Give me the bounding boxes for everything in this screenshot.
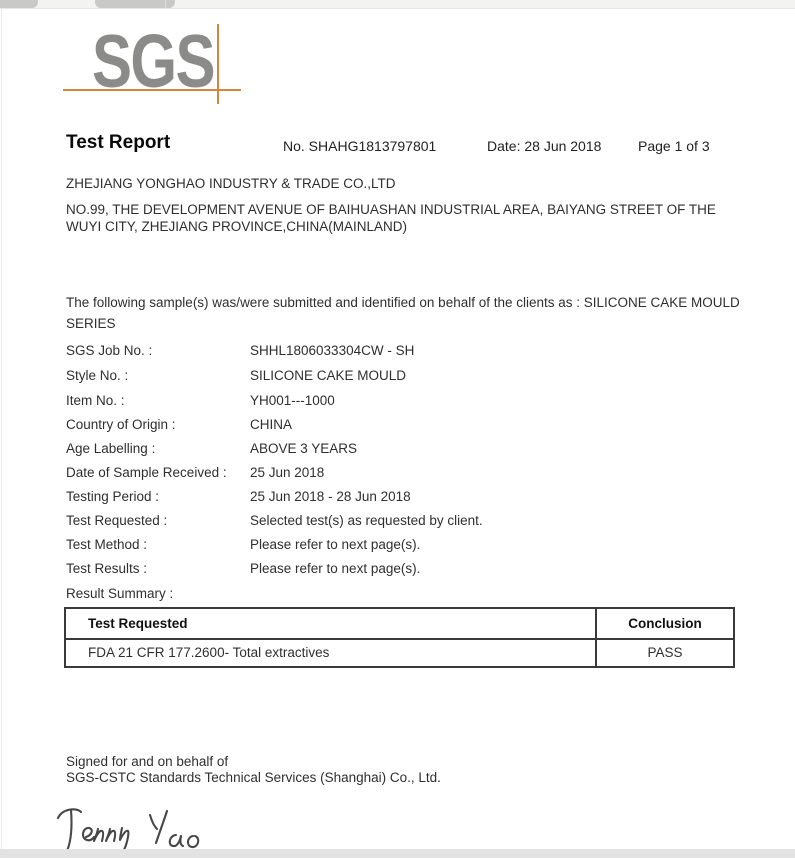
field-value-test-requested: Selected test(s) as requested by client. (250, 513, 483, 528)
field-label-age-labelling: Age Labelling : (66, 441, 156, 456)
result-summary-label: Result Summary : (66, 586, 174, 601)
field-value-sgs-job-no: SHHL1806033304CW - SH (250, 343, 415, 358)
signoff-line1: Signed for and on behalf of (66, 754, 229, 769)
field-label-test-requested: Test Requested : (66, 513, 168, 528)
table-cell-test-name: FDA 21 CFR 177.2600- Total extractives (66, 640, 597, 666)
field-value-age-labelling: ABOVE 3 YEARS (250, 441, 358, 456)
field-value-test-method: Please refer to next page(s). (250, 537, 421, 552)
tab-artifact-left (0, 0, 38, 8)
field-label-date-sample-received: Date of Sample Received : (66, 465, 227, 480)
field-label-item-no: Item No. : (66, 393, 125, 408)
sgs-logo: SGS (92, 19, 214, 103)
table-cell-conclusion: PASS (647, 645, 683, 660)
field-value-testing-period: 25 Jun 2018 - 28 Jun 2018 (250, 489, 411, 504)
top-artifact-strip (0, 0, 795, 9)
field-label-test-results: Test Results : (66, 561, 148, 576)
field-label-sgs-job-no: SGS Job No. : (66, 343, 153, 358)
client-name: ZHEJIANG YONGHAO INDUSTRY & TRADE CO.,LTD (66, 176, 396, 191)
field-value-item-no: YH001---1000 (250, 393, 335, 408)
field-label-country-of-origin: Country of Origin : (66, 417, 176, 432)
table-row (66, 640, 733, 666)
client-address-line1: NO.99, THE DEVELOPMENT AVENUE OF BAIHUASHAN INDUSTRIAL AREA, BAIYANG STREET OF THE (66, 202, 716, 217)
table-header-conclusion: Conclusion (628, 616, 702, 631)
field-value-date-sample-received: 25 Jun 2018 (250, 465, 325, 480)
tab-artifact-right (95, 0, 175, 8)
signoff-line2: SGS-CSTC Standards Technical Services (Shanghai) Co., Ltd. (66, 770, 441, 785)
field-label-test-method: Test Method : (66, 537, 148, 552)
sample-statement-line2: SERIES (66, 316, 116, 331)
field-value-style-no: SILICONE CAKE MOULD (250, 368, 407, 383)
page-indicator: Page 1 of 3 (638, 138, 710, 154)
logo-vertical-line (217, 24, 219, 104)
client-address-line2: WUYI CITY, ZHEJIANG PROVINCE,CHINA(MAINLAND) (66, 219, 408, 234)
sample-statement-line1: The following sample(s) was/were submitted and identified on behalf of the clients as : SILICONE CAKE MOULD (66, 295, 740, 310)
report-title: Test Report (66, 132, 171, 153)
report-date: Date: 28 Jun 2018 (487, 138, 602, 154)
strip-divider (165, 0, 166, 9)
table-header-test-requested: Test Requested (66, 609, 597, 638)
field-value-country-of-origin: CHINA (250, 417, 293, 432)
field-value-test-results: Please refer to next page(s). (250, 561, 421, 576)
bottom-artifact-strip (0, 849, 795, 858)
field-label-testing-period: Testing Period : (66, 489, 160, 504)
page-left-edge (1, 9, 2, 849)
table-header-row (66, 609, 733, 640)
field-label-style-no: Style No. : (66, 368, 129, 383)
report-number: No. SHAHG1813797801 (283, 138, 437, 154)
result-summary-table (64, 607, 735, 668)
